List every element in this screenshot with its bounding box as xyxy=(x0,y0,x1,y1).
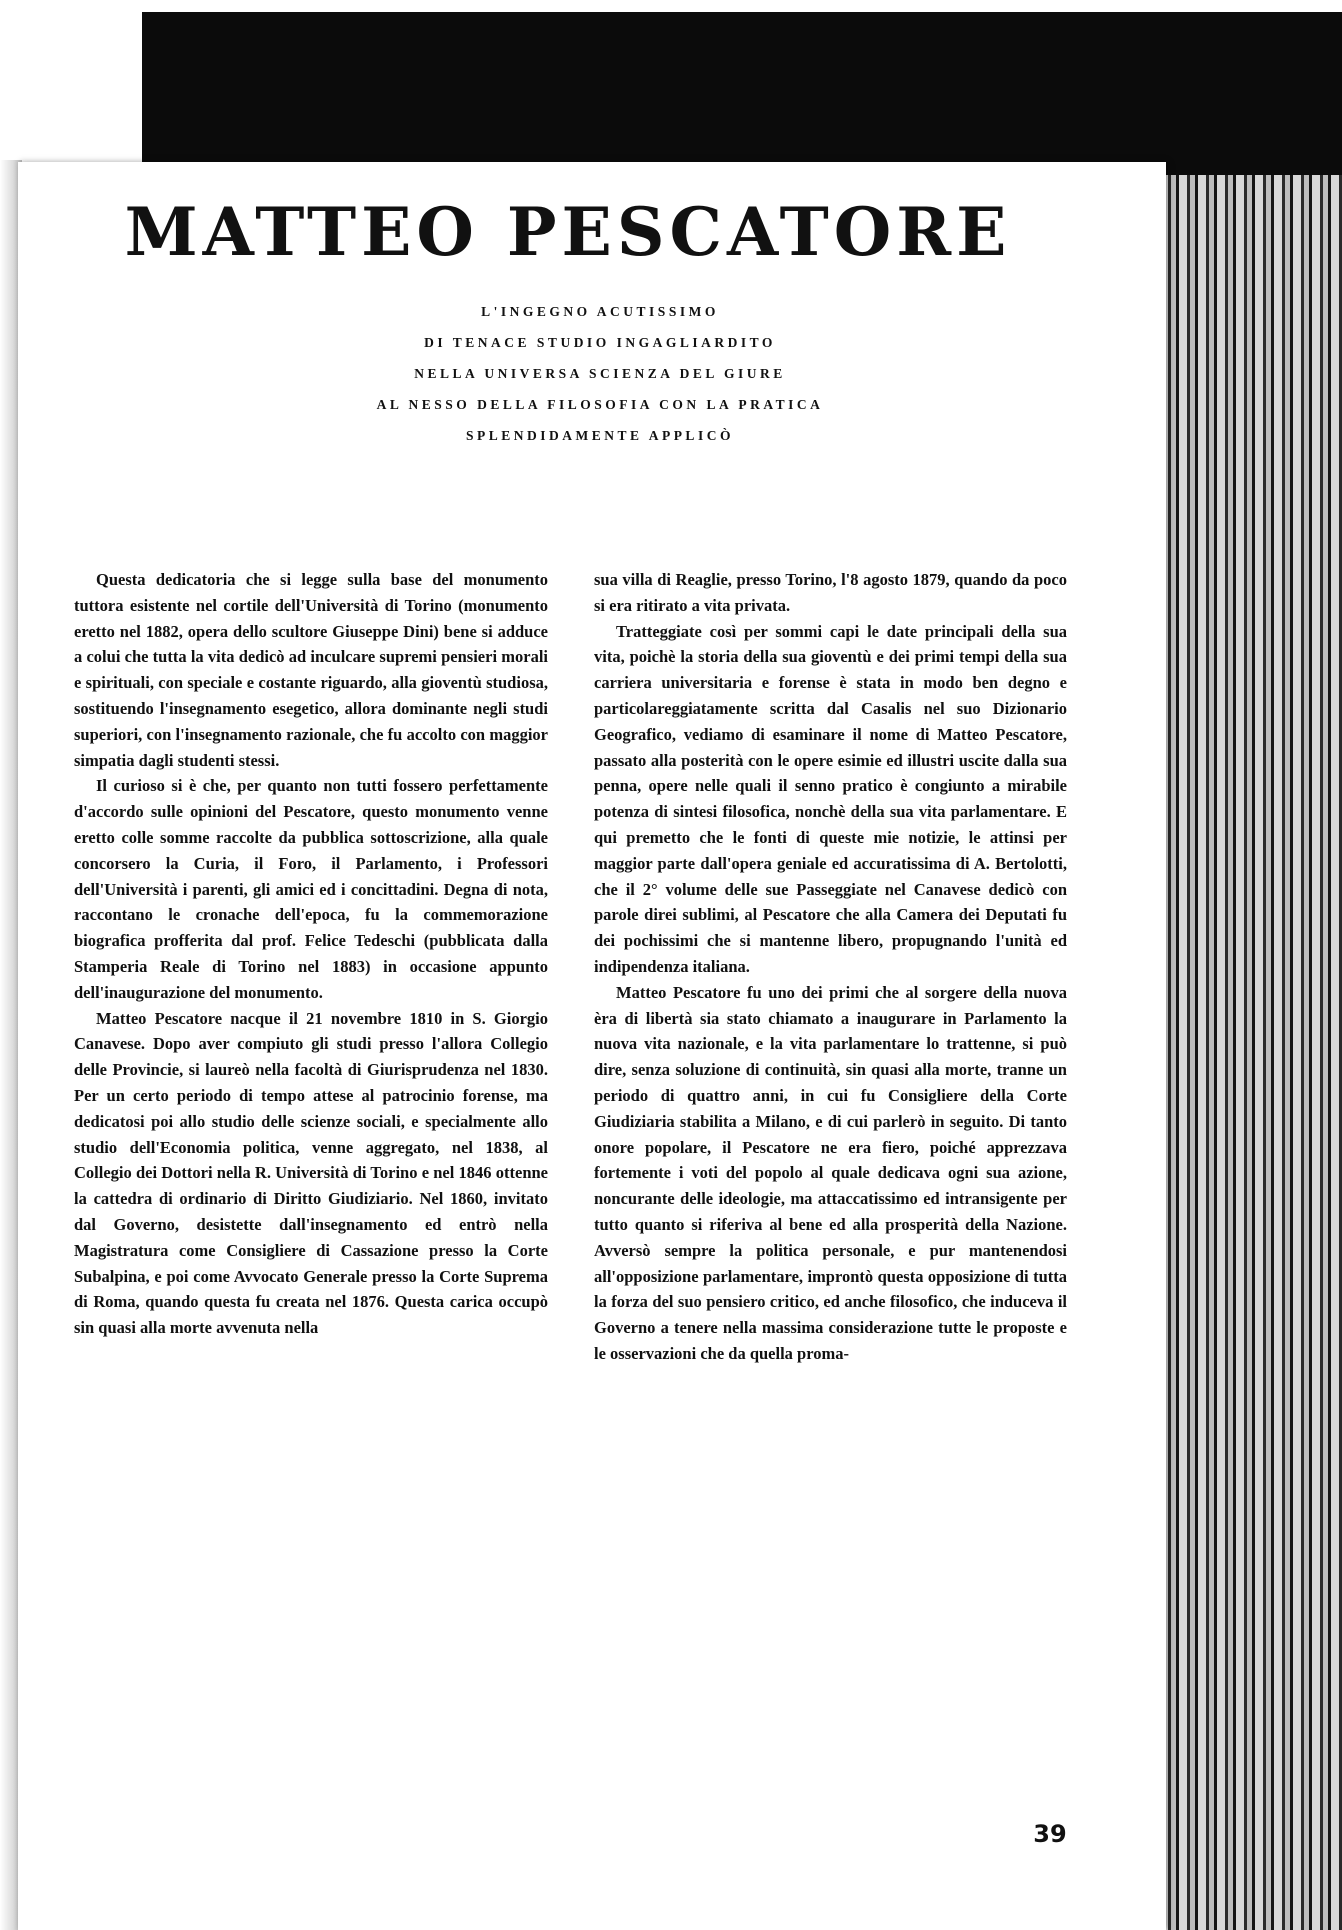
dedication-line: SPLENDIDAMENTE APPLICÒ xyxy=(466,428,734,443)
dedication-line: AL NESSO DELLA FILOSOFIA CON LA PRATICA xyxy=(376,397,824,412)
dedication-line: L'INGEGNO ACUTISSIMO xyxy=(481,304,719,319)
right-text-column xyxy=(594,567,1067,1367)
article-title: MATTEO PESCATORE xyxy=(124,193,1012,271)
paragraph: Il curioso si è che, per quanto non tutti fossero perfettamente d'accordo sulle opinioni del Pescatore, questo monumento venne eretto colle somme raccolte da pubblica sottoscrizione, alla quale concorsero la Curia, il Foro, il Parlamento, i Professori dell'Università i parenti, gli amici ed i concittadini. Degna di nota, raccontano le cronache dell'epoca, fu la commemorazione biografica profferita dal prof. Felice Tedeschi (pubblicata dalla Stamperia Reale di Torino nel 1883) in occasione appunto dell'inaugurazione del monumento. xyxy=(74,776,548,1002)
page-number: 39 xyxy=(1033,1820,1067,1848)
left-text-column xyxy=(74,567,548,1341)
dedication-line: DI TENACE STUDIO INGAGLIARDITO xyxy=(424,335,776,350)
paragraph: Tratteggiate così per sommi capi le date principali della sua vita, poichè la storia della sua gioventù e dei primi tempi della sua carriera universitaria e forense è stata in modo ben degno e particolareggiatamente scritta dal Casalis nel suo Dizionario Geografico, vediamo di esaminare il nome di Matteo Pescatore, passato alla posterità con le opere esimie ed illustri uscite dalla sua penna, opere nelle quali il senno pratico è congiunto a mirabile potenza di sintesi filosofica, nonchè della sua vita parlamentare. E qui premetto che le fonti di queste mie notizie, le attinsi per maggior parte dall'opera geniale ed accuratissima di A. Bertolotti, che il 2° volume delle sue Passeggiate nel Canavese dedicò con parole direi sublimi, al Pescatore che alla Camera dei Deputati fu dei pochissimi che si mantenne libero, propugnando l'unità ed indipendenza italiana. xyxy=(594,621,1067,976)
paragraph-continued: sua villa di Reaglie, presso Torino, l'8 agosto 1879, quando da poco si era ritirato a vita privata. xyxy=(594,570,1067,615)
paragraph: Matteo Pescatore nacque il 21 novembre 1810 in S. Giorgio Canavese. Dopo aver compiuto gli studi presso l'allora Collegio delle Provincie, si laureò nella facoltà di Giurisprudenza nel 1830. Per un certo periodo di tempo attese al patrocinio forense, ma dedicatosi poi allo studio delle scienze sociali, e specialmente allo studio dell'Economia politica, venne aggregato, nel 1838, al Collegio dei Dottori nella R. Università di Torino e nel 1846 ottenne la cattedra di ordinario di Diritto Giudiziario. Nel 1860, invitato dal Governo, desistette dall'insegnamento ed entrò nella Magistratura come Consigliere di Cassazione presso la Corte Subalpina, e poi come Avvocato Generale presso la Corte Suprema di Roma, quando questa fu creata nel 1876. Questa carica occupò sin quasi alla morte avvenuta nella xyxy=(74,1008,548,1338)
stacked-page-edges xyxy=(1160,175,1342,1930)
dedication-line: NELLA UNIVERSA SCIENZA DEL GIURE xyxy=(414,366,786,381)
dedication-epigraph xyxy=(200,296,1000,451)
paragraph: Questa dedicatoria che si legge sulla base del monumento tuttora esistente nel cortile dell'Università di Torino (monumento eretto nel 1882, opera dello scultore Giuseppe Dini) bene si adduce a colui che tutta la vita dedicò ad inculcare supremi pensieri morali e spirituali, con speciale e costante riguardo, alla gioventù studiosa, sostituendo l'insegnamento esegetico, allora dominante negli studi superiori, con l'insegnamento razionale, che fu accolto con maggior simpatia dagli studenti stessi. xyxy=(74,570,548,770)
paragraph: Matteo Pescatore fu uno dei primi che al sorgere della nuova èra di libertà sia stato chiamato a inaugurare in Parlamento la nuova vita nazionale, e la vita parlamentare lo trattenne, si può dire, senza soluzione di continuità, sin quasi alla morte, tranne un periodo di quattro anni, in cui fu Consigliere della Corte Giudiziaria stabilita a Milano, e di cui parlerò in seguito. Di tanto onore popolare, il Pescatore ne era fiero, poiché apprezzava fortemente i voti del popolo al quale dedicava ogni sua azione, noncurante delle ideologie, ma attaccatissimo ed intransigente per tutto quanto si riferiva al bene ed alla prosperità della Nazione. Avversò sempre la politica personale, e pur mantenendosi all'opposizione parlamentare, improntò questa opposizione di tutta la forza del suo pensiero critico, ed anche filosofico, che induceva il Governo a tenere nella massima considerazione tutte le proposte e le osservazioni che da quella proma- xyxy=(594,982,1067,1363)
